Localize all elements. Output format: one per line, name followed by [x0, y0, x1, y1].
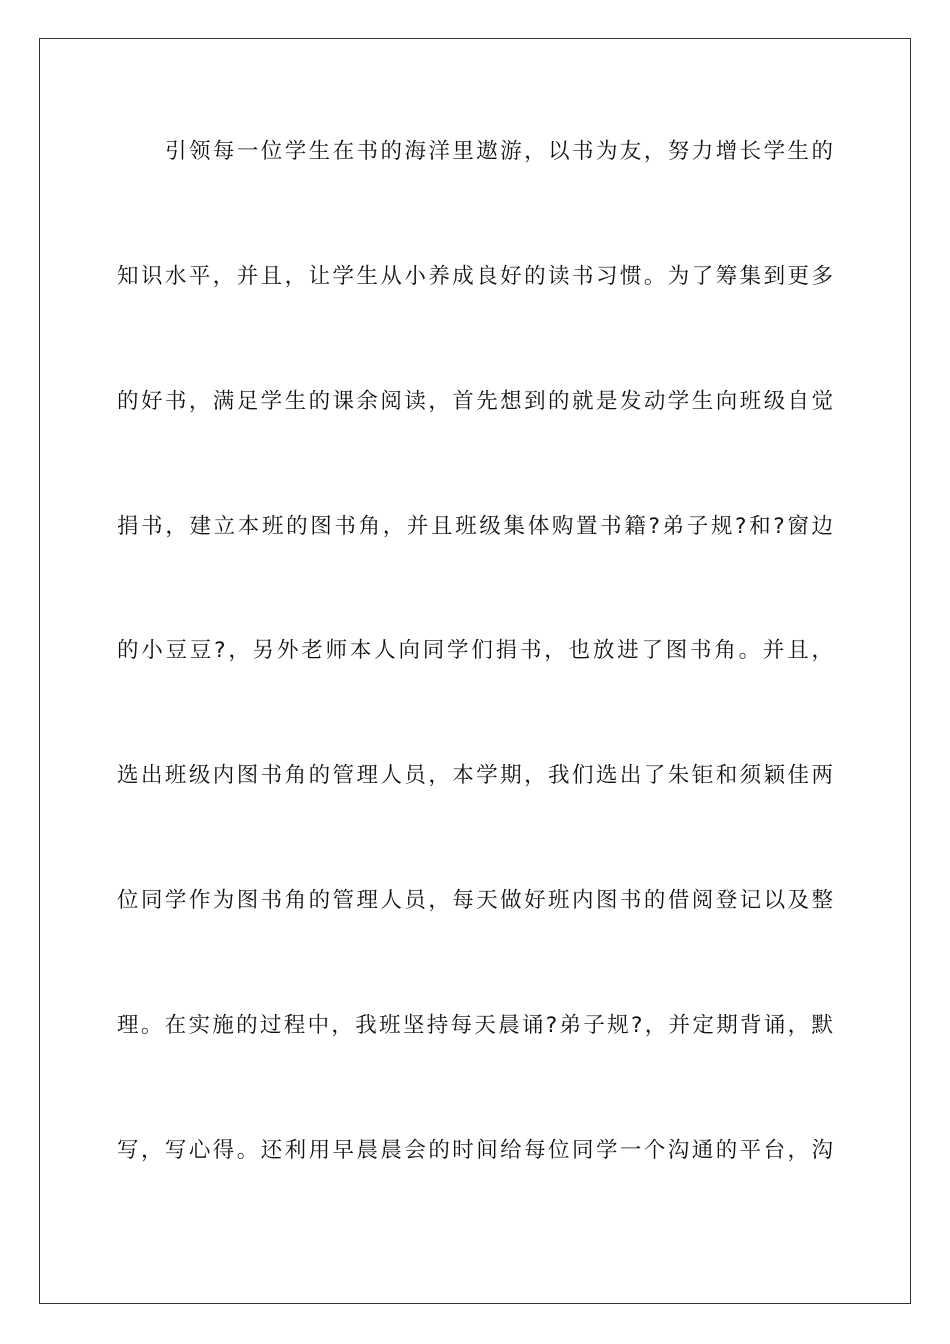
paragraph-line-7: 位同学作为图书角的管理人员，每天做好班内图书的借阅登记以及整: [117, 888, 833, 913]
paragraph-line-5: 的小豆豆?，另外老师本人向同学们捐书，也放进了图书角。并且，: [117, 638, 833, 663]
paragraph-line-2: 知识水平，并且，让学生从小养成良好的读书习惯。为了筹集到更多: [117, 264, 833, 289]
paragraph-line-8: 理。在实施的过程中，我班坚持每天晨诵?弟子规?，并定期背诵，默: [117, 1013, 833, 1038]
paragraph-line-9: 写，写心得。还利用早晨晨会的时间给每位同学一个沟通的平台，沟: [117, 1138, 833, 1163]
paragraph-line-3: 的好书，满足学生的课余阅读，首先想到的就是发动学生向班级自觉: [117, 389, 833, 414]
paragraph-line-6: 选出班级内图书角的管理人员，本学期，我们选出了朱钜和须颖佳两: [117, 763, 833, 788]
paragraph-line-4: 捐书，建立本班的图书角，并且班级集体购置书籍?弟子规?和?窗边: [117, 514, 833, 539]
page-border: [39, 38, 911, 1304]
paragraph-line-1: 引领每一位学生在书的海洋里遨游，以书为友，努力增长学生的: [165, 139, 833, 164]
